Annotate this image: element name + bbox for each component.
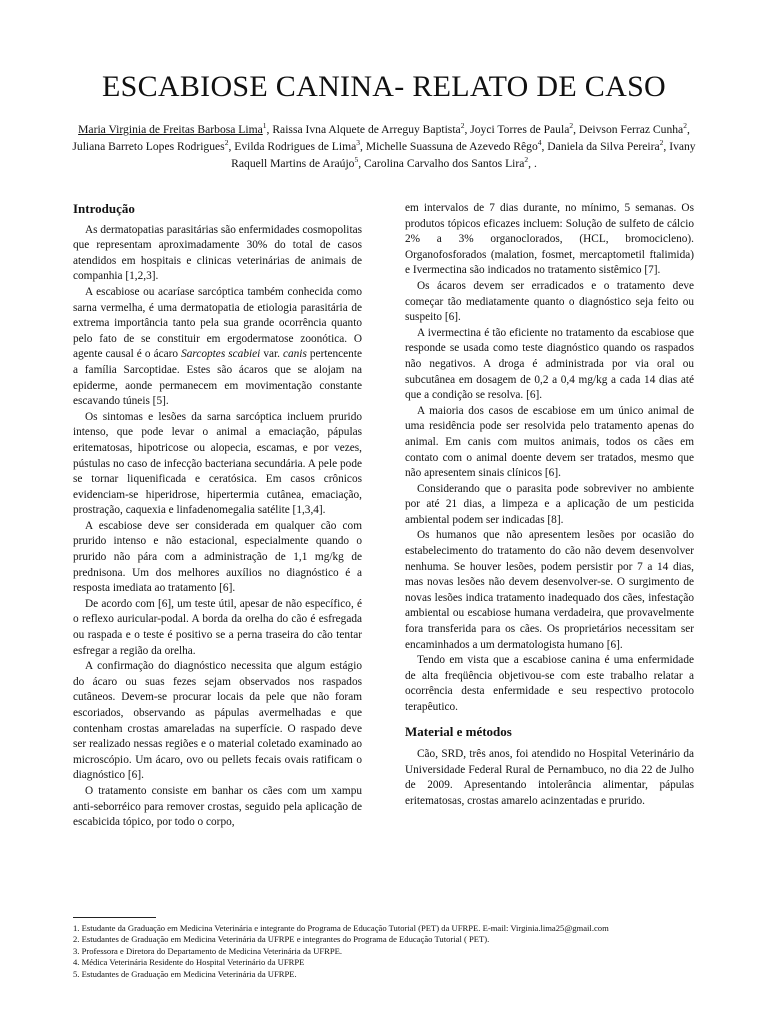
paragraph: Os humanos que não apresentem lesões por ocasião do estabelecimento do tratamento do cão não devem desenvolver nenhuma. Se houver lesões, podem persistir por 7 a 14 dias, mas novas lesões não devem desenvolver-se. O surgimento de novas lesões indica tratamento inadequado dos cães, infestação ambiental ou escabiose humana verdadeira, que provavelmente fora transferida para os cães. Os proprietários necessitam ser encaminhados a um dermatologista humano [6]. <box>405 529 694 651</box>
author-affiliation-mark: 2 <box>683 121 687 131</box>
paragraph: A escabiose deve ser considerada em qualquer cão com prurido intenso e não estacional, especialmente quando o prurido não pára com a administração de 1,1 mg/kg de prednisona. Um dos melhores auxílios no diagnóstico é a resposta imediata ao tratamento [6]. <box>73 519 362 595</box>
text-run: A escabiose ou acaríase sarcóptica também conhecida como sarna vermelha, é uma dermatopatia de etiologia parasitária de extrema importância tanto pela sua grande ocorrência quanto pelo fato de se constituir em ergodermatose zoonótica. O agente causal é o ácaro <box>73 285 362 361</box>
author-name: Daniela da Silva Pereira <box>547 140 660 153</box>
author-affiliation-mark: 2 <box>224 138 229 148</box>
paragraph: A maioria dos casos de escabiose em um único animal de uma residência pode ser resolvida pelo tratamento apenas do animal. Em canis com muitos animais, todos os cães em contato com o animal doente devem ser tratados, mesmo que não apresentem sinais clínicos [6]. <box>405 404 694 480</box>
author-affiliation-mark: 2 <box>460 121 465 131</box>
paragraph <box>73 285 362 410</box>
footnote: 5. Estudantes de Graduação em Medicina Veterinária da UFRPE. <box>73 968 297 979</box>
footnote: 2. Estudantes de Graduação em Medicina Veterinária da UFRPE e integrantes do Programa de Educação Tutorial ( PET). <box>73 934 490 945</box>
footnotes <box>73 923 695 980</box>
text-run: pertencente a família Sarcoptidae. Estes são ácaros que se alojam na epiderme, aonde permanecem em movimentação constante escavando túneis [5]. <box>73 348 362 408</box>
variety-name: canis <box>283 348 307 361</box>
author-affiliation-mark: 3 <box>356 138 361 148</box>
author-affiliation-mark: 4 <box>537 138 542 148</box>
author-name: Michelle Suassuna de Azevedo Rêgo <box>365 140 538 153</box>
author-name: Raissa Ivna Alquete de Arreguy Baptista <box>272 123 461 136</box>
footnote: 1. Estudante da Graduação em Medicina Veterinária e integrante do Programa de Educação Tutorial (PET) da UFRPE. E-mail: Virginia.lima25@gmail.com <box>73 923 609 933</box>
paragraph: Tendo em vista que a escabiose canina é uma enfermidade de alta freqüência objetivou-se com este trabalho relatar a ocorrência desta enfermidade e seu respectivo protocolo terapêutico. <box>405 654 694 713</box>
right-column <box>405 201 694 810</box>
section-heading-methods: Material e métodos <box>405 723 512 739</box>
paragraph: em intervalos de 7 dias durante, no mínimo, 5 semanas. Os produtos tópicos eficazes incluem: Solução de sulfeto de cálcio 2% a 3% organoclorados, (HCL, bromocicleno). Organofosforados (malation, fosmet, mercaptometil ftalimida) e Ivermectina são indicados no tratamento sistêmico [7]. <box>405 202 694 277</box>
first-author: Maria Virginia de Freitas Barbosa Lima <box>78 123 263 136</box>
author-name: Joyci Torres de Paula <box>470 123 570 136</box>
footnote-divider <box>73 917 156 918</box>
paragraph: Os ácaros devem ser erradicados e o tratamento deve começar tão mediatamente quanto o diagnóstico seja feito ou suspeito [6]. <box>405 279 694 324</box>
footnote: 3. Professora e Diretora do Departamento de Medicina Veterinária da UFRPE. <box>73 945 343 956</box>
paper-title: ESCABIOSE CANINA- RELATO DE CASO <box>101 70 667 103</box>
author-affiliation-mark: 2 <box>569 121 574 131</box>
section-heading-introduction: Introdução <box>73 201 135 216</box>
author-name: Evilda Rodrigues de Lima <box>234 140 357 153</box>
paragraph: Cão, SRD, três anos, foi atendido no Hospital Veterinário da Universidade Federal Rural de Pernambuco, no dia 22 de Julho de 2009. Apresentando intolerância alimentar, pápulas eritematosas, crostas amarelo acinzentadas e prurido. <box>405 748 694 807</box>
author-affiliation-mark: 2 <box>524 155 529 165</box>
paragraph: A confirmação do diagnóstico necessita que algum estágio do ácaro ou suas fezes sejam observados nos raspados cutâneos. Devem-se procurar locais da pele que não foram escoriados, observando as pápulas avermelhadas e que contenham crostas amareladas na superfície. O raspado deve ser realizado nessas regiões e o material coletado examinado ao microscópio. Um ácaro, ovo ou pellets fecais ovais ratificam o diagnóstico [6]. <box>73 660 362 782</box>
paragraph: Considerando que o parasita pode sobreviver no ambiente por até 21 dias, a limpeza e a aplicação de um pesticida ambiental podem ser indicadas [8]. <box>405 482 694 526</box>
author-affiliation-mark: 5 <box>354 155 359 165</box>
author-list: Maria Virginia de Freitas Barbosa Lima$^1$, Raissa Ivna Alquete de Arreguy Baptista$^2$, Joyci Torres de Paula$^2$, Deivson Ferraz Cunha$^2$, Juliana Barreto Lopes Rodrigues$^2$, Evilda Rodrigues de Lima$^3$, Michelle Suassuna de Azevedo Rêgo$^4$, Daniela da Silva Pereira$^2$, Ivany Raquell Martins de Araújo$^5$, Carolina Carvalho dos Santos Lira$^2$, . <box>72 121 696 170</box>
paragraph: O tratamento consiste em banhar os cães com um xampu anti-seborréico para remover crostas, seguido pela aplicação de escabicida tópico, por todo o corpo, <box>73 784 362 829</box>
author-name: Carolina Carvalho dos Santos Lira <box>364 157 525 170</box>
footnote: 4. Médica Veterinária Residente do Hospital Veterinário da UFRPE <box>73 957 305 968</box>
left-column <box>73 199 362 831</box>
paragraph: A ivermectina é tão eficiente no tratamento da escabiose que responde se usada como teste diagnóstico quando os raspados não negativos. A droga é administrada por via oral ou subcutânea em dosagem de 0,2 a 0,4 mg/kg a cada 14 dias até que a condição se resolva. [6]. <box>405 326 694 402</box>
author-affiliation-mark: 2 <box>659 138 664 148</box>
author-name: Juliana Barreto Lopes Rodrigues <box>72 140 225 153</box>
paragraph: De acordo com [6], um teste útil, apesar de não específico, é o reflexo auricular-podal. A borda da orelha do cão é esfregada ou raspada e o teste é positivo se a perna traseira do cão tentar esfregar a região da orelha. <box>73 597 362 657</box>
paragraph: As dermatopatias parasitárias são enfermidades cosmopolitas que representam aproximadamente 30% do total de casos atendidos em hospitais e clinicas veterinárias de animais de companhia [1,2,3]. <box>73 223 362 283</box>
species-name: Sarcoptes scabiei <box>181 348 261 361</box>
text-run: var. <box>260 348 283 361</box>
author-name: Deivson Ferraz Cunha <box>578 123 684 136</box>
paragraph: Os sintomas e lesões da sarna sarcóptica incluem prurido intenso, que pode levar o animal a emaciação, pápulas eritematosas, hipotricose ou alopecia, escamas, e por vezes, pústulas no caso de infecção bacteriana secundária. A pele pode se tornar liquenificada e ceratósica. Em casos crônicos evidenciam-se hiperidrose, hipertermia cutânea, emaciação, prostração, caquexia e linfadenomegalia satélite [1,3,4]. <box>73 410 362 517</box>
author-affiliation-mark: 1 <box>262 121 267 131</box>
author-name: Ivany Raquell Martins de Araújo <box>231 140 696 170</box>
